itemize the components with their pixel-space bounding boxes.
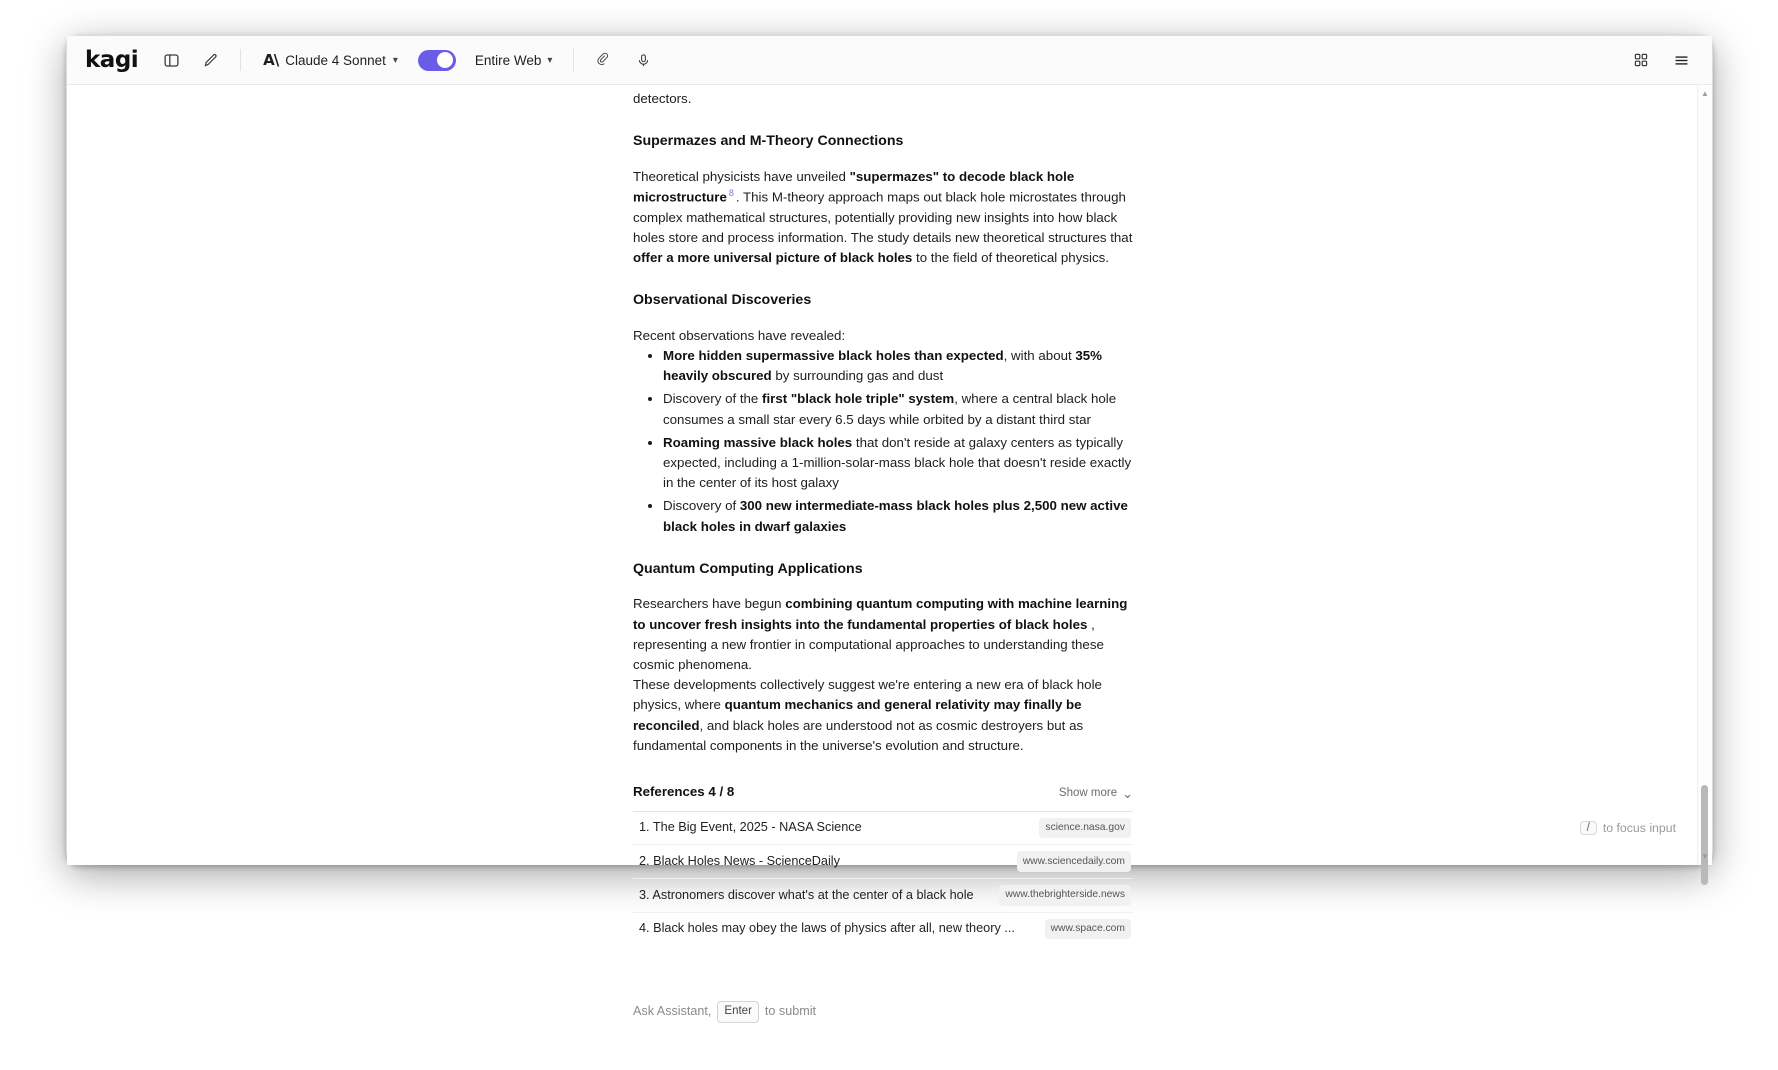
reference-text-4 [639,919,1025,938]
paperclip-icon[interactable] [590,47,616,73]
reference-domain: science.nasa.gov [1039,818,1131,839]
reference-title: The Big Event, 2025 - NASA Science [652,820,862,835]
references-section [633,782,1133,945]
microphone-icon[interactable] [630,47,656,73]
model-selector[interactable] [257,48,404,72]
scope-label: Entire Web [474,52,542,68]
scroll-down-arrow-icon[interactable]: ▼ [1701,852,1709,861]
text-part: , with about [1003,348,1076,363]
reference-domain: www.sciencedaily.com [1017,851,1131,872]
vertical-scrollbar[interactable] [1697,85,1712,865]
text-part: These developments collectively suggest we're entering a new era of black hole physics, where [633,677,1102,713]
text-part: that don't reside at galaxy centers as typically expected, including a 1-million-solar-mass black hole that doesn't reside exactly in the center of its host galaxy [663,434,1132,491]
reference-number: 4. [639,921,650,936]
menu-icon[interactable] [1668,47,1694,73]
text-part: . This M-theory approach maps out black hole microstates through complex mathematical structures, potentially providing new insights into how black holes store and process information. The study details new theoretical structures that [633,189,1133,245]
reference-number: 1. [639,820,650,835]
scroll-up-arrow-icon[interactable]: ▲ [1701,89,1709,98]
reference-title: Astronomers discover what's at the center of a black hole [652,887,974,902]
show-more-label: Show more [1058,787,1118,800]
reference-row-1[interactable] [633,812,1133,846]
text-part: , where a central black hole consumes a small star every 6.5 days while orbited by a distant third star [663,391,1117,427]
web-search-toggle[interactable] [418,50,456,71]
chevron-down-icon-refs: ⌄ [1122,785,1133,801]
ask-prefix-label: Ask Assistant, [633,1004,712,1019]
section-heading-observational: Observational Discoveries [633,292,812,309]
citation-ref-icon[interactable]: 8 [728,187,734,198]
toggle-knob [437,52,453,68]
response-column [633,89,1133,1023]
text-part-bold: "supermazes" to decode black hole microstructure [633,168,1075,205]
assistant-response [67,85,1697,1023]
references-header [633,782,1133,812]
text-part: to the field of theoretical physics. [912,250,1109,266]
reference-domain: www.thebrighterside.news [999,885,1131,906]
reference-number: 2. [639,853,650,868]
reference-number: 3. [639,887,650,902]
text-part: by surrounding gas and dust [771,368,944,384]
list-item [663,433,1133,494]
app-toolbar [67,36,1712,85]
ask-suffix-label: to submit [764,1004,817,1019]
text-part: Discovery of the [663,391,763,407]
conversation-scroll-area[interactable] [67,85,1712,1019]
text-part: , and black holes are understood not as cosmic destroyers but as fundamental components in the universe's evolution and structure. [633,717,1084,753]
kagi-logo[interactable]: kagi [85,47,139,73]
observational-bullet-list [633,346,1133,537]
enter-key-badge: Enter [717,1001,759,1022]
paragraph-quantum [633,594,1133,675]
text-part-bold: 300 new intermediate-mass black holes plus 2,500 new active black holes in dwarf galaxies [663,498,1128,534]
text-part-bold: offer a more universal picture of black holes [633,250,913,266]
top-text-fragment: detectors. [633,91,692,106]
chevron-down-icon: ▾ [392,54,398,66]
scrollbar-thumb[interactable] [1701,785,1708,885]
anthropic-icon: A\ [263,51,279,69]
ask-assistant-prompt[interactable] [633,1001,1133,1022]
reference-row-4[interactable] [633,913,1133,946]
toolbar-right-group [1628,47,1694,73]
paragraph-supermazes [633,167,1133,268]
list-item [663,496,1133,536]
reference-text-3 [639,886,984,905]
toolbar-divider-2 [573,49,574,71]
reference-row-3[interactable] [633,879,1133,913]
text-part: , representing a new frontier in computational approaches to understanding these cosmic phenomena. [633,616,1104,673]
focus-hint-label: to focus input [1602,821,1676,835]
reference-text-1 [639,818,872,837]
reference-text-2 [639,852,850,871]
search-scope-selector[interactable] [470,50,558,71]
text-part-bold: Roaming massive black holes [663,434,853,450]
text-part: Researchers have begun [633,596,786,612]
text-part-bold: quantum mechanics and general relativity may finally be reconciled [633,697,1082,733]
text-part: Discovery of [663,498,740,514]
paragraph-observational-lead: Recent observations have revealed: [633,327,846,343]
reference-title: Black Holes News - ScienceDaily [653,853,840,868]
slash-key-badge: / [1580,821,1597,835]
toolbar-divider [240,49,241,71]
grid-view-icon[interactable] [1628,47,1654,73]
kagi-assistant-window [66,35,1713,1019]
list-item [663,389,1133,429]
list-item [663,346,1133,386]
focus-input-hint [1580,821,1676,835]
text-part-bold: combining quantum computing with machine learning to uncover fresh insights into the fundamental properties of black holes [633,596,1128,632]
text-part-bold: 35% heavily obscured [663,348,1102,384]
references-title: References 4 / 8 [633,784,735,800]
compose-icon[interactable] [198,47,224,73]
sidebar-toggle-icon[interactable] [158,47,184,73]
section-heading-quantum: Quantum Computing Applications [633,560,863,577]
text-part-bold: More hidden supermassive black holes than expected [663,348,1004,363]
text-part-bold: first "black hole triple" system [762,391,955,407]
chevron-down-icon-scope: ▾ [547,54,553,66]
reference-domain: www.space.com [1045,919,1131,940]
reference-title: Black holes may obey the laws of physics after all, new theory ... [653,921,1015,936]
section-heading-supermazes: Supermazes and M-Theory Connections [633,133,904,150]
show-more-button[interactable] [1059,784,1133,804]
text-part: Theoretical physicists have unveiled [633,168,850,184]
reference-row-2[interactable] [633,845,1133,879]
paragraph-closing [633,675,1133,756]
model-label: Claude 4 Sonnet [285,52,386,68]
